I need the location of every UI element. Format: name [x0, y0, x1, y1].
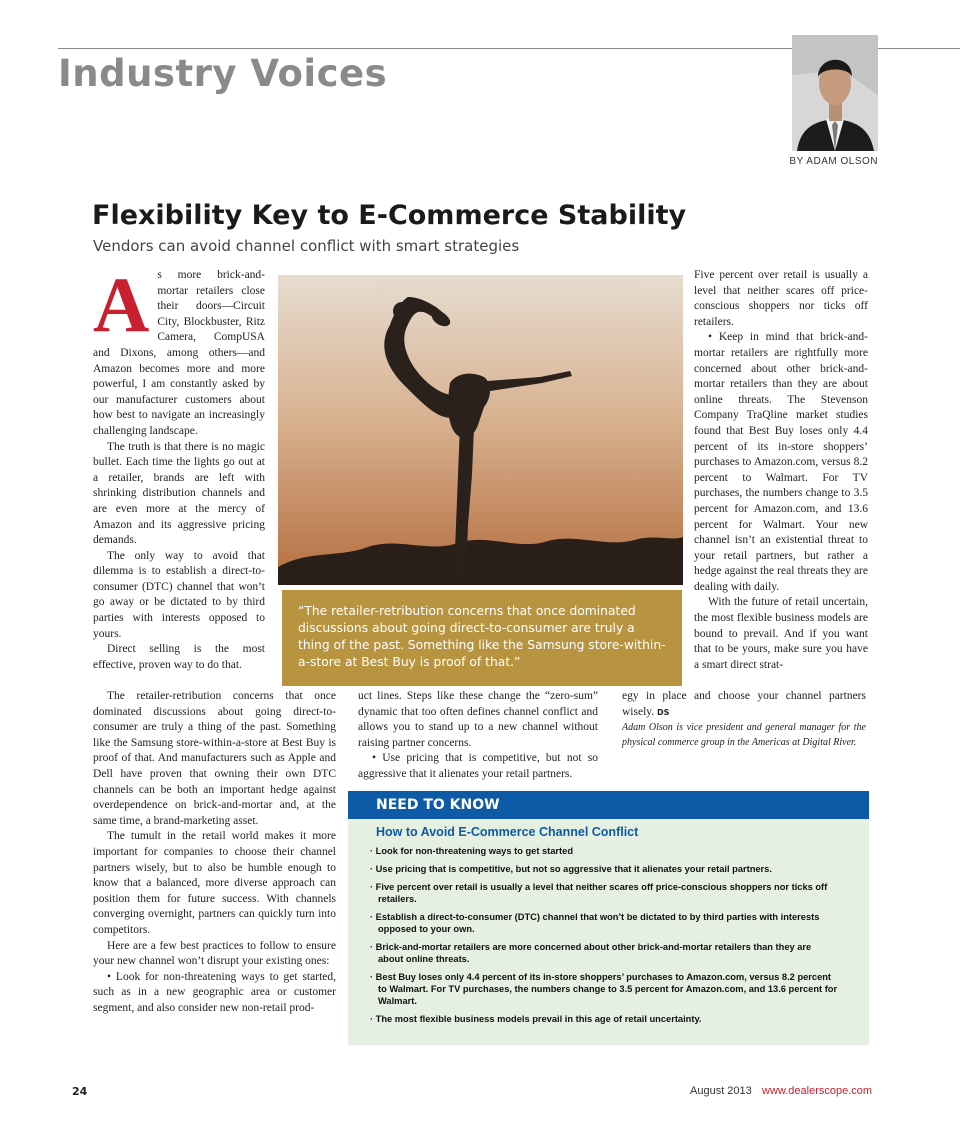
- body-column-3-bottom: [622, 689, 866, 750]
- list-item: · The most flexible business models prevail in this age of retail uncertainty.: [370, 1014, 702, 1024]
- paragraph: The tumult in the retail world makes it more important for companies to choose their channel partners wisely, but to also be humble enough to know that a balanced, more diverse approach can position them for future success. With channels converging overnight, partners can quickly turn into competitors.: [93, 830, 336, 936]
- list-item: · Establish a direct-to-consumer (DTC) channel that won’t be dictated to by third parties with interests opposed to your own.: [370, 912, 820, 934]
- author-photo: [792, 35, 878, 151]
- website-link[interactable]: www.dealerscope.com: [762, 1085, 873, 1097]
- list-item: · Use pricing that is competitive, but not so aggressive that it alienates your retail partners.: [370, 864, 772, 874]
- body-column-1: [93, 261, 265, 673]
- issue-date: August 2013: [690, 1085, 752, 1097]
- paragraph: Direct selling is the most effective, proven way to do that.: [93, 643, 265, 671]
- paragraph: With the future of retail uncertain, the most flexible business models are bound to prevail. And if you want that to be yours, make sure you have a smart direct strat-: [694, 596, 868, 671]
- yoga-silhouette-image: [278, 275, 683, 585]
- byline: BY ADAM OLSON: [789, 156, 878, 167]
- paragraph: s more brick-and-mortar retailers close their doors—Circuit City, Blockbuster, Ritz Camera, CompUSA and Dixons, among others—and Amazon becomes more and more powerful, I am constantly asked by our manufacturer customers about how best to navigate an increasingly challenging landscape.: [93, 269, 265, 437]
- closing-sentence: egy in place and choose your channel partners wisely.: [622, 690, 866, 718]
- need-to-know-box: [348, 791, 869, 1045]
- article-subhead: Vendors can avoid channel conflict with smart strategies: [93, 237, 520, 255]
- pull-quote: “The retailer-retribution concerns that once dominated discussions about going direct-to-consumer are truly a thing of the past. Something like the Samsung store-within-a-store at Best Buy is proof of that.”: [282, 590, 682, 686]
- list-item: · Brick-and-mortar retailers are more concerned about other brick-and-mortar retailers than they are about online threats.: [370, 942, 812, 964]
- page-number: 24: [72, 1085, 88, 1098]
- paragraph: [622, 689, 866, 720]
- list-item: · Look for non-threatening ways to get started: [370, 846, 573, 856]
- body-column-3-top: [694, 268, 868, 673]
- body-column-2: [358, 689, 598, 783]
- list-item: · Best Buy loses only 4.4 percent of its in-store shoppers’ purchases to Amazon.com, versus 8.2 percent to Walmart. For TV purchases, the numbers change to 3.5 percent for Amazon.com, and 13.6 percent for Walmart.: [370, 972, 838, 1006]
- section-title: Industry Voices: [58, 52, 388, 95]
- paragraph: uct lines. Steps like these change the “zero-sum” dynamic that too often defines channel conflict and allows you to stand up to a new channel without raising partner concerns.: [358, 690, 598, 749]
- need-to-know-heading: NEED TO KNOW: [348, 791, 869, 819]
- paragraph: Here are a few best practices to follow to ensure your new channel won’t disrupt your existing ones:: [93, 939, 336, 968]
- need-to-know-subheading: How to Avoid E-Commerce Channel Conflict: [376, 825, 639, 839]
- paragraph: • Look for non-threatening ways to get started, such as in a new geographic area or customer segment, and also consider new non-retail prod-: [93, 970, 336, 1014]
- paragraph: The retailer-retribution concerns that once dominated discussions about going direct-to-consumer are truly a thing of the past. Something like the Samsung store-within-a-store at Best Buy is proof of that. And manufacturers such as Apple and Dell have proven that owning their own DTC channels can be both an important hedge against overdependence on brick-and-mortar and, at the same time, a brand-marketing asset.: [93, 690, 336, 827]
- need-to-know-list: [348, 845, 869, 1025]
- body-column-1-bottom: [93, 689, 336, 1016]
- author-bio: Adam Olson is vice president and general manager for the physical commerce group in the Americas at Digital River.: [622, 722, 866, 749]
- drop-cap: A: [93, 261, 150, 348]
- list-item: · Five percent over retail is usually a level that neither scares off price-conscious shoppers nor ticks off retailers.: [370, 882, 828, 904]
- paragraph: • Use pricing that is competitive, but not so aggressive that it alienates your retail partners.: [358, 752, 598, 780]
- paragraph: The only way to avoid that dilemma is to establish a direct-to-consumer (DTC) channel that won’t go away or be dictated to by third parties with interests opposed to yours.: [93, 549, 265, 640]
- end-mark: DS: [657, 707, 670, 717]
- paragraph: • Keep in mind that brick-and-mortar retailers are rightfully more concerned about other brick-and-mortar retailers than they are about online threats. The Stevenson Company TraQline market studies found that Best Buy loses only 4.4 percent of its in-store shoppers’ purchases to Amazon.com, versus 8.2 percent to Walmart. For TV purchases, the numbers change to 3.5 percent for Amazon.com, and 13.6 percent for Walmart. Your new channel isn’t an existential threat to your retail partners, but rather a hedge against the real threats they are dealing with daily.: [694, 331, 868, 593]
- paragraph: Five percent over retail is usually a level that neither scares off price-conscious shoppers nor ticks off retailers.: [694, 269, 868, 328]
- article-headline: Flexibility Key to E-Commerce Stability: [92, 200, 687, 231]
- paragraph: The truth is that there is no magic bullet. Each time the lights go out at a retailer, brands are left with shrinking distribution channels and are even more at the mercy of Amazon and its aggressive pricing demands.: [93, 440, 265, 547]
